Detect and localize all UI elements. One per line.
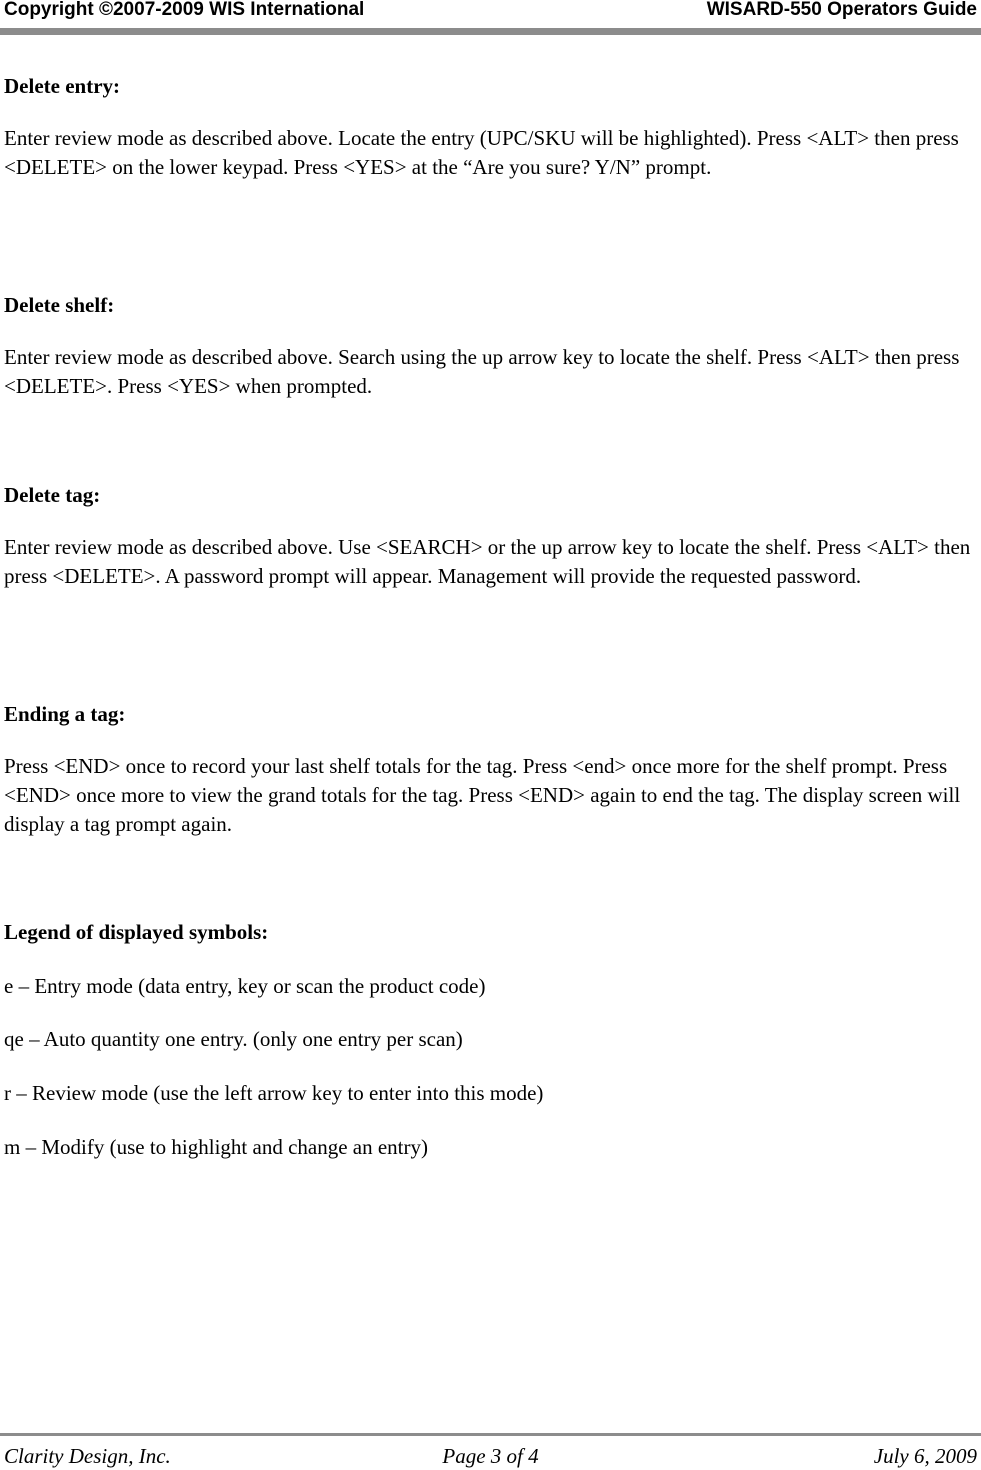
section-body-delete-tag: Enter review mode as described above. Use <SEARCH> or the up arrow key to locate the shelf. Press <ALT> then press <DELETE>. A password prompt will appear. Management will provide the requested password. — [4, 535, 971, 588]
section-body-delete-entry: Enter review mode as described above. Locate the entry (UPC/SKU will be highlighted). Press <ALT> then press <DELETE> on the lower keypad. Press <YES> at the “Are you sure? Y/N” prompt. — [4, 126, 959, 179]
section-heading-ending-tag: Ending a tag: — [4, 702, 126, 726]
legend-item-auto-quantity: qe – Auto quantity one entry. (only one entry per scan) — [4, 1027, 463, 1051]
legend-item-review: r – Review mode (use the left arrow key to enter into this mode) — [4, 1081, 544, 1105]
page-footer — [4, 1444, 977, 1470]
document-title: WISARD-550 Operators Guide — [706, 0, 977, 20]
page-number: Page 3 of 4 — [442, 1444, 539, 1468]
section-heading-delete-shelf: Delete shelf: — [4, 293, 115, 317]
footer-divider — [0, 1433, 981, 1436]
legend-item-entry: e – Entry mode (data entry, key or scan the product code) — [4, 974, 486, 998]
header-divider — [0, 28, 981, 35]
legend-heading: Legend of displayed symbols: — [4, 920, 269, 944]
section-heading-delete-tag: Delete tag: — [4, 483, 101, 507]
company-name: Clarity Design, Inc. — [4, 1444, 171, 1468]
document-date: July 6, 2009 — [873, 1444, 977, 1468]
section-heading-delete-entry: Delete entry: — [4, 74, 121, 98]
copyright-text: Copyright ©2007-2009 WIS International — [4, 0, 365, 20]
legend-item-modify: m – Modify (use to highlight and change an entry) — [4, 1135, 428, 1159]
section-body-ending-tag: Press <END> once to record your last shelf totals for the tag. Press <end> once more for the shelf prompt. Press <END> once more to view the grand totals for the tag. Press <END> again to end the tag. The display screen will display a tag prompt again. — [4, 754, 961, 836]
section-body-delete-shelf: Enter review mode as described above. Search using the up arrow key to locate the shelf. Press <ALT> then press <DELETE>. Press <YES> when prompted. — [4, 345, 960, 398]
page-header — [4, 0, 977, 28]
